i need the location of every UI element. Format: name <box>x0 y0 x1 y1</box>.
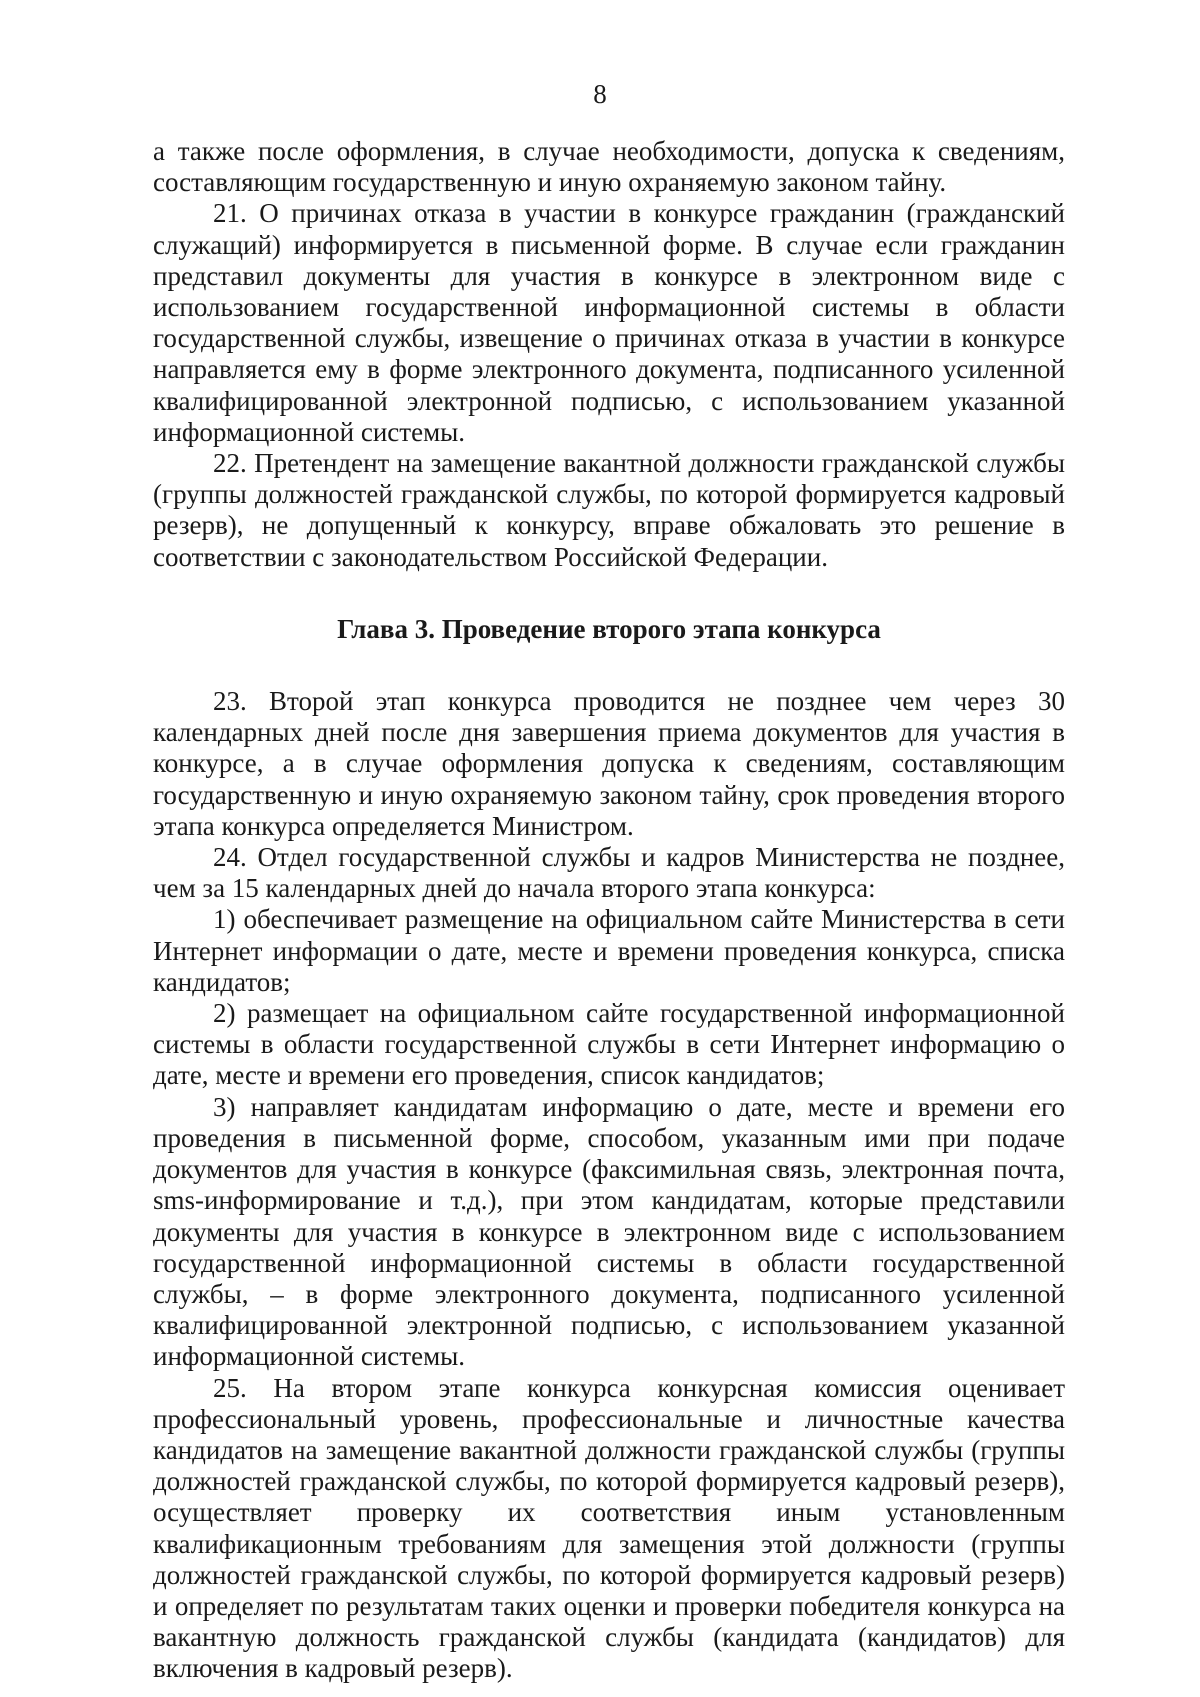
paragraphs-after-chapter <box>153 686 1065 1685</box>
paragraph: 24. Отдел государственной службы и кадров Министерства не позднее, чем за 15 календарных дней до начала второго этапа конкурса: <box>153 842 1065 904</box>
paragraph: 25. На втором этапе конкурса конкурсная комиссия оценивает профессиональный уровень, профессиональные и личностные качества кандидатов на замещение вакантной должности гражданской службы (группы должностей гражданской службы, по которой формируется кадровый резерв), осуществляет проверку их соответствия иным установленным квалификационным требованиям для замещения этой должности (группы должностей гражданской службы, по которой формируется кадровый резерв) и определяет по результатам таких оценки и проверки победителя конкурса на вакантную должность гражданской службы (кандидата (кандидатов) для включения в кадровый резерв). <box>153 1372 1065 1684</box>
paragraph: а также после оформления, в случае необходимости, допуска к сведениям, составляющим государственную и иную охраняемую законом тайну. <box>153 136 1065 198</box>
paragraph: 3) направляет кандидатам информацию о дате, месте и времени его проведения в письменной форме, способом, указанным ими при подаче документов для участия в конкурсе (факсимильная связь, электронная почта, sms-информирование и т.д.), при этом кандидатам, которые представили документы для участия в конкурсе в электронном виде с использованием государственной информационной системы в области государственной службы, – в форме электронного документа, подписанного усиленной квалифицированной электронной подписью, с использованием указанной информационной системы. <box>153 1091 1065 1372</box>
chapter-title: Глава 3. Проведение второго этапа конкурса <box>337 613 881 644</box>
page-number: 8 <box>593 79 607 109</box>
document-body <box>153 136 1065 1685</box>
paragraphs-before-chapter <box>153 136 1065 573</box>
paragraph: 22. Претендент на замещение вакантной должности гражданской службы (группы должностей гражданской службы, по которой формируется кадровый резерв), не допущенный к конкурсу, вправе обжаловать это решение в соответствии с законодательством Российской Федерации. <box>153 448 1065 572</box>
paragraph: 21. О причинах отказа в участии в конкурсе гражданин (гражданский служащий) информируется в письменной форме. В случае если гражданин представил документы для участия в конкурсе в электронном виде с использованием государственной информационной системы в области государственной службы, извещение о причинах отказа в участии в конкурсе направляется ему в форме электронного документа, подписанного усиленной квалифицированной электронной подписью, с использованием указанной информационной системы. <box>153 198 1065 447</box>
paragraph: 2) размещает на официальном сайте государственной информационной системы в области государственной службы в сети Интернет информацию о дате, месте и времени его проведения, список кандидатов; <box>153 998 1065 1091</box>
paragraph: 1) обеспечивает размещение на официальном сайте Министерства в сети Интернет информации о дате, месте и времени проведения конкурса, списка кандидатов; <box>153 904 1065 997</box>
paragraph: 23. Второй этап конкурса проводится не позднее чем через 30 календарных дней после дня завершения приема документов для участия в конкурсе, а в случае оформления допуска к сведениям, составляющим государственную и иную охраняемую законом тайну, срок проведения второго этапа конкурса определяется Министром. <box>153 686 1065 841</box>
